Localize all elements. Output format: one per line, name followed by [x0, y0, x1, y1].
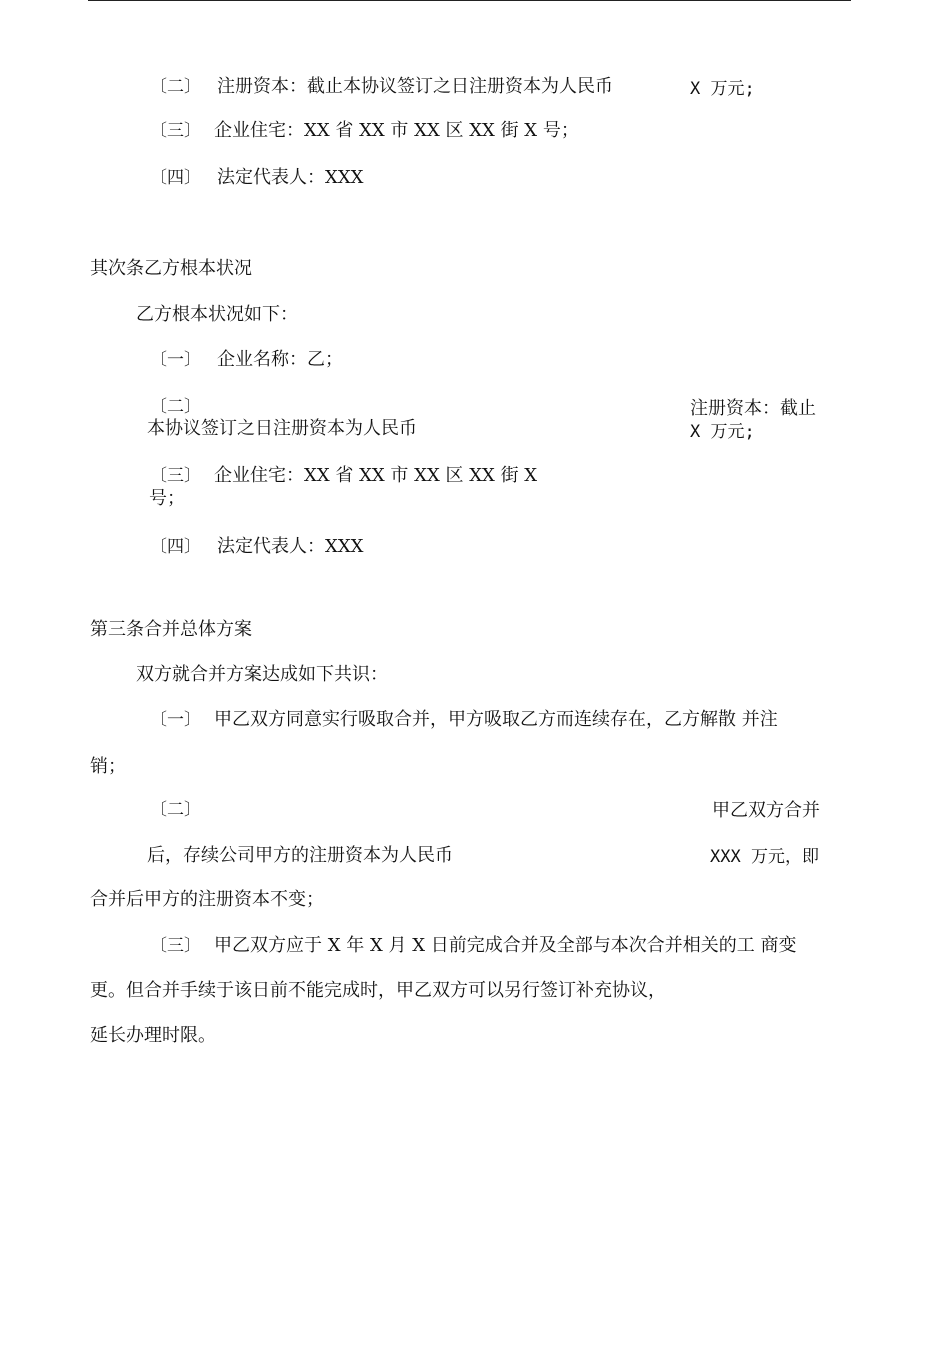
s1-item3-label: 〔三〕 [150, 121, 201, 141]
a3-item3-text: 甲乙双方应于 X 年 X 月 X 日前完成合并及全部与本次合并相关的工 商变 [214, 935, 797, 956]
a3-item1-text: 甲乙双方同意实行吸取合并，甲方吸取乙方而连续存在，乙方解散 并注 [214, 709, 778, 730]
a3-item2-text2: 合并后甲方的注册资本不变； [90, 889, 324, 910]
a2-item1-text: 企业名称：乙； [217, 349, 343, 370]
s1-item2-amount: X 万元; [690, 79, 755, 99]
a3-item3-text2: 更。但合并手续于该日前不能完成时，甲乙双方可以另行签订补充协议， [90, 980, 666, 1001]
s1-item3-text: 企业住宅：XX 省 XX 市 XX 区 XX 街 X 号； [214, 120, 579, 141]
a3-item3-text3: 延长办理时限。 [90, 1025, 216, 1046]
article3-intro: 双方就合并方案达成如下共识： [136, 664, 388, 685]
a3-item2-text: 后，存续公司甲方的注册资本为人民币 [147, 845, 453, 866]
a3-item3-label: 〔三〕 [150, 936, 201, 956]
a3-item1-text2: 销； [90, 756, 126, 777]
article2-title: 其次条乙方根本状况 [90, 258, 252, 279]
a2-item2-right-line2: X 万元; [690, 422, 755, 442]
a2-item2-label: 〔二〕 [150, 397, 201, 417]
s1-item2-label: 〔二〕 [150, 77, 201, 97]
a3-item1-label: 〔一〕 [150, 710, 201, 730]
s1-item4-label: 〔四〕 [150, 168, 201, 188]
a3-item2-amount: XXX 万元，即 [710, 847, 819, 867]
a2-item2-right-line1: 注册资本：截止 [690, 398, 816, 419]
a2-item4-text: 法定代表人：XXX [217, 536, 364, 557]
s1-item2-text: 注册资本：截止本协议签订之日注册资本为人民币 [217, 76, 613, 97]
a2-item3-text: 企业住宅：XX 省 XX 市 XX 区 XX 街 X [214, 465, 538, 486]
a2-item3-text2: 号； [149, 488, 185, 509]
a3-item2-right-top: 甲乙双方合并 [712, 800, 820, 821]
a3-item2-label: 〔二〕 [150, 800, 201, 820]
article3-title: 第三条合并总体方案 [90, 619, 252, 640]
a2-item2-text: 本协议签订之日注册资本为人民币 [147, 418, 417, 439]
s1-item4-text: 法定代表人：XXX [217, 167, 364, 188]
top-rule [88, 0, 851, 1]
a2-item3-label: 〔三〕 [150, 466, 201, 486]
a2-item1-label: 〔一〕 [150, 350, 201, 370]
a2-item4-label: 〔四〕 [150, 537, 201, 557]
article2-intro: 乙方根本状况如下： [136, 304, 298, 325]
